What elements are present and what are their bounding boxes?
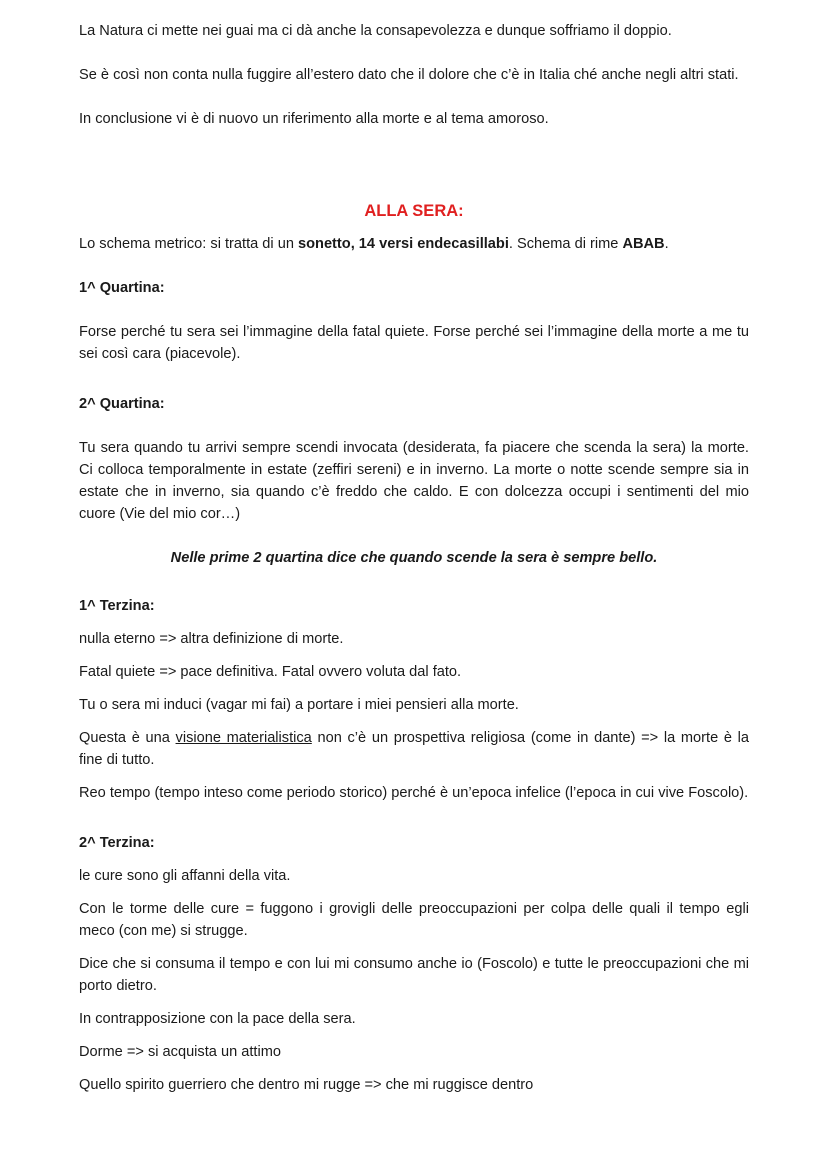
heading-quartina-2: 2^ Quartina:: [79, 396, 165, 412]
intro-paragraph-1: La Natura ci mette nei guai ma ci dà anche la consapevolezza e dunque soffriamo il doppio.: [79, 23, 672, 39]
quartine-summary-note: Nelle prime 2 quartina dice che quando scende la sera è sempre bello.: [170, 550, 658, 566]
terzina-1-line-3: Tu o sera mi induci (vagar mi fai) a portare i miei pensieri alla morte.: [79, 697, 519, 713]
heading-quartina-1: 1^ Quartina:: [79, 280, 165, 296]
terzina-2-line-1: le cure sono gli affanni della vita.: [79, 868, 291, 884]
metric-text-e: .: [664, 236, 669, 252]
heading-terzina-2: 2^ Terzina:: [79, 835, 155, 851]
metric-bold-rime: ABAB: [622, 236, 665, 252]
terzina-2-line-4: In contrapposizione con la pace della sera.: [79, 1011, 356, 1027]
terzina-2-line-3: Dice che si consuma il tempo e con lui mi consumo anche io (Foscolo) e tutte le preoccupazioni che mi porto dietro.: [79, 956, 749, 994]
section-title: ALLA SERA:: [364, 202, 464, 220]
quartina-2-text: Tu sera quando tu arrivi sempre scendi invocata (desiderata, fa piacere che scenda la sera) la morte. Ci colloca temporalmente in estate (zeffiri sereni) e in inverno. La morte o notte scende sempre sia in estate che in inverno, sia quando c’è freddo che caldo. E con dolcezza occupi i sentimenti del mio cuore (Vie del mio cor…): [79, 440, 749, 522]
document-page: [79, 20, 749, 1096]
terzina-1-line-1: nulla eterno => altra definizione di morte.: [79, 631, 344, 647]
terzina-1-line-5: Reo tempo (tempo inteso come periodo storico) perché è un’epoca infelice (l’epoca in cui vive Foscolo).: [79, 785, 749, 801]
metric-scheme: [79, 233, 749, 255]
terzina-1-line-4-a: Questa è una: [79, 730, 176, 746]
terzina-1-line-2: Fatal quiete => pace definitiva. Fatal ovvero voluta dal fato.: [79, 664, 462, 680]
metric-bold-sonetto: sonetto, 14 versi endecasillabi: [298, 236, 509, 252]
terzina-2-line-2: Con le torme delle cure = fuggono i grovigli delle preoccupazioni per colpa delle quali il tempo egli meco (con me) si strugge.: [79, 901, 749, 939]
quartina-1-text: Forse perché tu sera sei l’immagine della fatal quiete. Forse perché sei l’immagine della morte a me tu sei così cara (piacevole).: [79, 324, 749, 362]
terzina-1-line-4: [79, 727, 749, 771]
terzina-2-line-5: Dorme => si acquista un attimo: [79, 1044, 281, 1060]
terzina-2-line-6: Quello spirito guerriero che dentro mi rugge => che mi ruggisce dentro: [79, 1077, 534, 1093]
intro-paragraph-3: In conclusione vi è di nuovo un riferimento alla morte e al tema amoroso.: [79, 111, 549, 127]
intro-paragraph-2: Se è così non conta nulla fuggire all’estero dato che il dolore che c’è in Italia ché anche negli altri stati.: [79, 67, 739, 83]
heading-terzina-1: 1^ Terzina:: [79, 598, 155, 614]
metric-text-c: . Schema di rime: [508, 236, 623, 252]
metric-text-a: Lo schema metrico: si tratta di un: [79, 236, 298, 252]
terzina-1-line-4-b: non c’è un prospettiva religiosa (come in dante) => la morte è la fine di tutto.: [79, 730, 750, 768]
underlined-visione-materialistica: visione materialistica: [175, 730, 312, 746]
